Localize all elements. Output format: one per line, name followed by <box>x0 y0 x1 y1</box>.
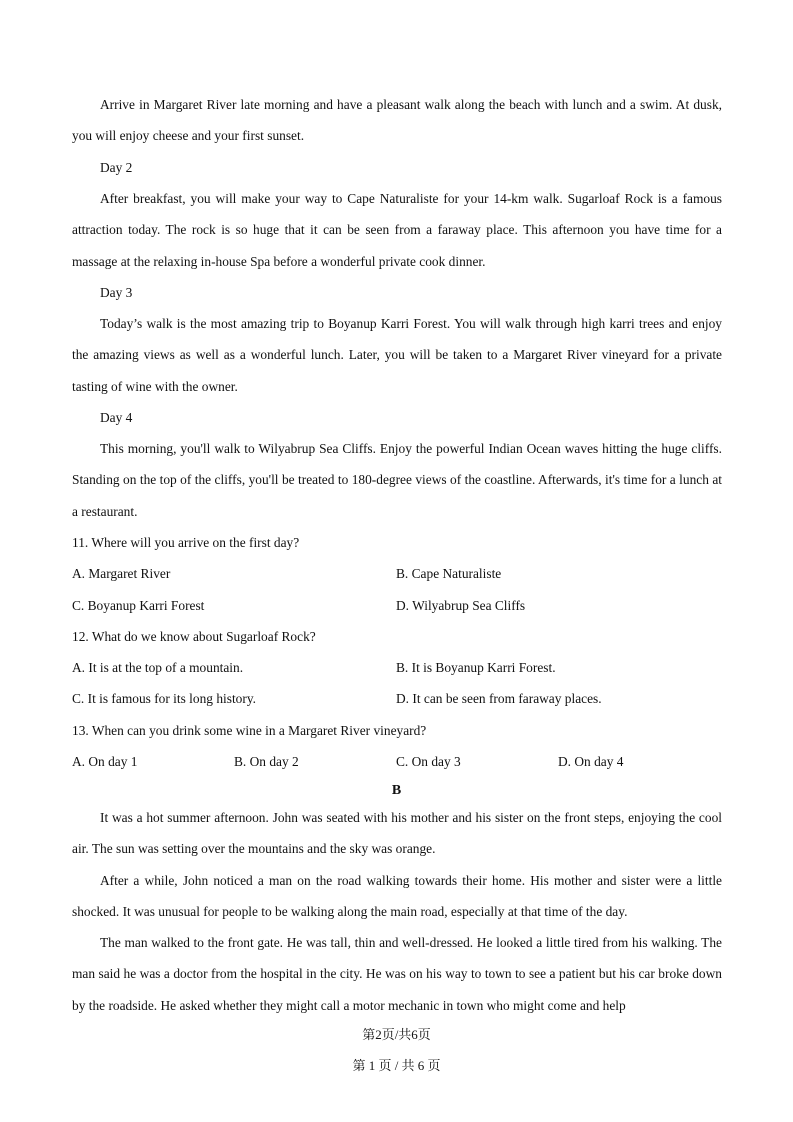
question-13-option-b: B. On day 2 <box>234 754 299 769</box>
question-12-stem: 12. What do we know about Sugarloaf Rock? <box>72 629 316 644</box>
day-2-label: Day 2 <box>100 160 133 175</box>
question-11-option-a: A. Margaret River <box>72 566 171 581</box>
day-4-label: Day 4 <box>100 410 133 425</box>
day-3-paragraph: Today’s walk is the most amazing trip to Boyanup Karri Forest. You will walk through high karri trees and enjoy the amazing views as well as a wonderful lunch. Later, you will be taken to a Margaret River vineyard for a private tasting of wine with the owner. <box>72 316 722 394</box>
inner-page-number: 第2页/共6页 <box>362 1027 431 1042</box>
question-12-option-a: A. It is at the top of a mountain. <box>72 660 244 675</box>
day-4-paragraph: This morning, you'll walk to Wilyabrup Sea Cliffs. Enjoy the powerful Indian Ocean waves hitting the huge cliffs. Standing on the top of the cliffs, you'll be treated to 180-degree views of the coastline. Afterwards, it's time for a lunch at a restaurant. <box>72 441 722 519</box>
question-11-stem: 11. Where will you arrive on the first day? <box>72 535 300 550</box>
question-12-option-d: D. It can be seen from faraway places. <box>396 691 602 706</box>
day-2-paragraph: After breakfast, you will make your way to Cape Naturaliste for your 14-km walk. Sugarloaf Rock is a famous attraction today. The rock is so huge that it can be seen from a faraway place. This afternoon you have time for a massage at the relaxing in-house Spa before a wonderful private cook dinner. <box>72 191 722 269</box>
passage-b-paragraph-2: After a while, John noticed a man on the road walking towards their home. His mother and sister were a little shocked. It was unusual for people to be walking along the main road, especially at that time of the day. <box>72 873 722 920</box>
question-11-option-d: D. Wilyabrup Sea Cliffs <box>396 598 526 613</box>
question-11-option-b: B. Cape Naturaliste <box>396 566 502 581</box>
question-12-option-b: B. It is Boyanup Karri Forest. <box>396 660 556 675</box>
intro-paragraph: Arrive in Margaret River late morning and have a pleasant walk along the beach with lunch and a swim. At dusk, you will enjoy cheese and your first sunset. <box>72 97 722 144</box>
question-13-stem: 13. When can you drink some wine in a Margaret River vineyard? <box>72 723 427 738</box>
question-11-option-c: C. Boyanup Karri Forest <box>72 598 205 613</box>
question-13-option-a: A. On day 1 <box>72 754 138 769</box>
day-3-label: Day 3 <box>100 285 133 300</box>
outer-page-number: 第 1 页 / 共 6 页 <box>352 1058 441 1073</box>
question-13-option-d: D. On day 4 <box>558 754 624 769</box>
question-12-option-c: C. It is famous for its long history. <box>72 691 256 706</box>
passage-b-heading: B <box>391 783 402 798</box>
question-13-option-c: C. On day 3 <box>396 754 461 769</box>
passage-b-paragraph-1: It was a hot summer afternoon. John was seated with his mother and his sister on the front steps, enjoying the cool air. The sun was setting over the mountains and the sky was orange. <box>72 810 722 857</box>
passage-b-paragraph-3: The man walked to the front gate. He was tall, thin and well-dressed. He looked a little tired from his walking. The man said he was a doctor from the hospital in the city. He was on his way to town to see a patient but his car broke down by the roadside. He asked whether they might call a motor mechanic in town who might come and help <box>72 935 722 1013</box>
